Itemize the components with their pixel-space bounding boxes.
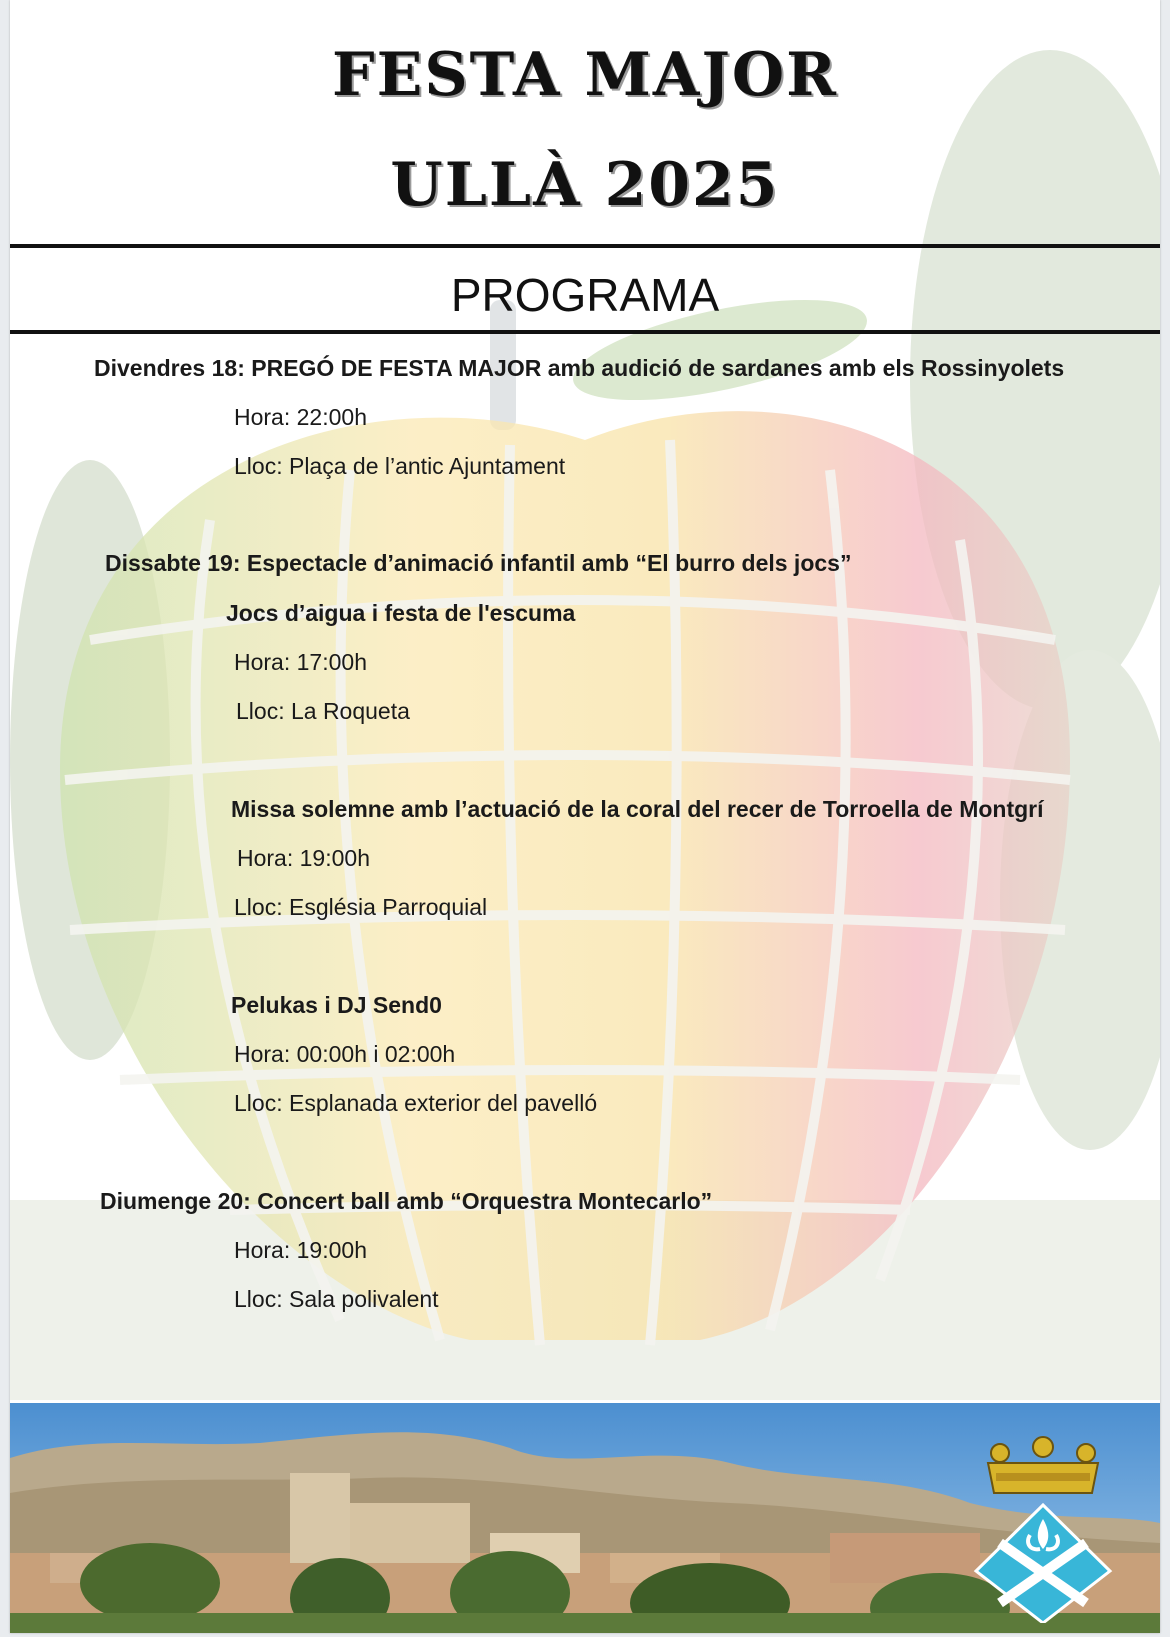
saturday-activity3-time: Hora: 00:00h i 02:00h	[234, 1041, 456, 1067]
saturday-activity1-time: Hora: 17:00h	[234, 649, 367, 675]
friday-heading: Divendres 18: PREGÓ DE FESTA MAJOR amb audició de sardanes amb els Rossinyolets	[94, 355, 1065, 381]
saturday-activity2-time: Hora: 19:00h	[237, 845, 370, 871]
sunday-time: Hora: 19:00h	[234, 1237, 367, 1263]
friday-place: Lloc: Plaça de l’antic Ajuntament	[234, 453, 566, 479]
title-festa-major: FESTA MAJOR	[332, 40, 838, 110]
saturday-activity2-title: Missa solemne amb l’actuació de la coral del recer de Torroella de Montgrí	[231, 796, 1044, 822]
saturday-activity1-place: Lloc: La Roqueta	[236, 698, 410, 724]
top-divider	[10, 244, 1160, 248]
saturday-activity3-place: Lloc: Esplanada exterior del pavelló	[234, 1090, 598, 1116]
poster	[10, 0, 1160, 1633]
saturday-activity3-title: Pelukas i DJ Send0	[231, 992, 442, 1018]
title-ulla-2025: ULLÀ 2025	[390, 150, 780, 220]
saturday-heading: Dissabte 19: Espectacle d’animació infantil amb “El burro dels jocs”	[105, 550, 852, 576]
sunday-heading: Diumenge 20: Concert ball amb “Orquestra Montecarlo”	[100, 1188, 713, 1214]
saturday-activity1-extra: Jocs d’aigua i festa de l'escuma	[226, 600, 576, 626]
programa-heading: PROGRAMA	[450, 269, 720, 321]
town-coat-of-arms-icon	[970, 1423, 1116, 1623]
saturday-activity2-place: Lloc: Església Parroquial	[234, 894, 488, 920]
friday-time: Hora: 22:00h	[234, 404, 367, 430]
bottom-divider	[10, 330, 1160, 334]
sunday-place: Lloc: Sala polivalent	[234, 1286, 439, 1312]
